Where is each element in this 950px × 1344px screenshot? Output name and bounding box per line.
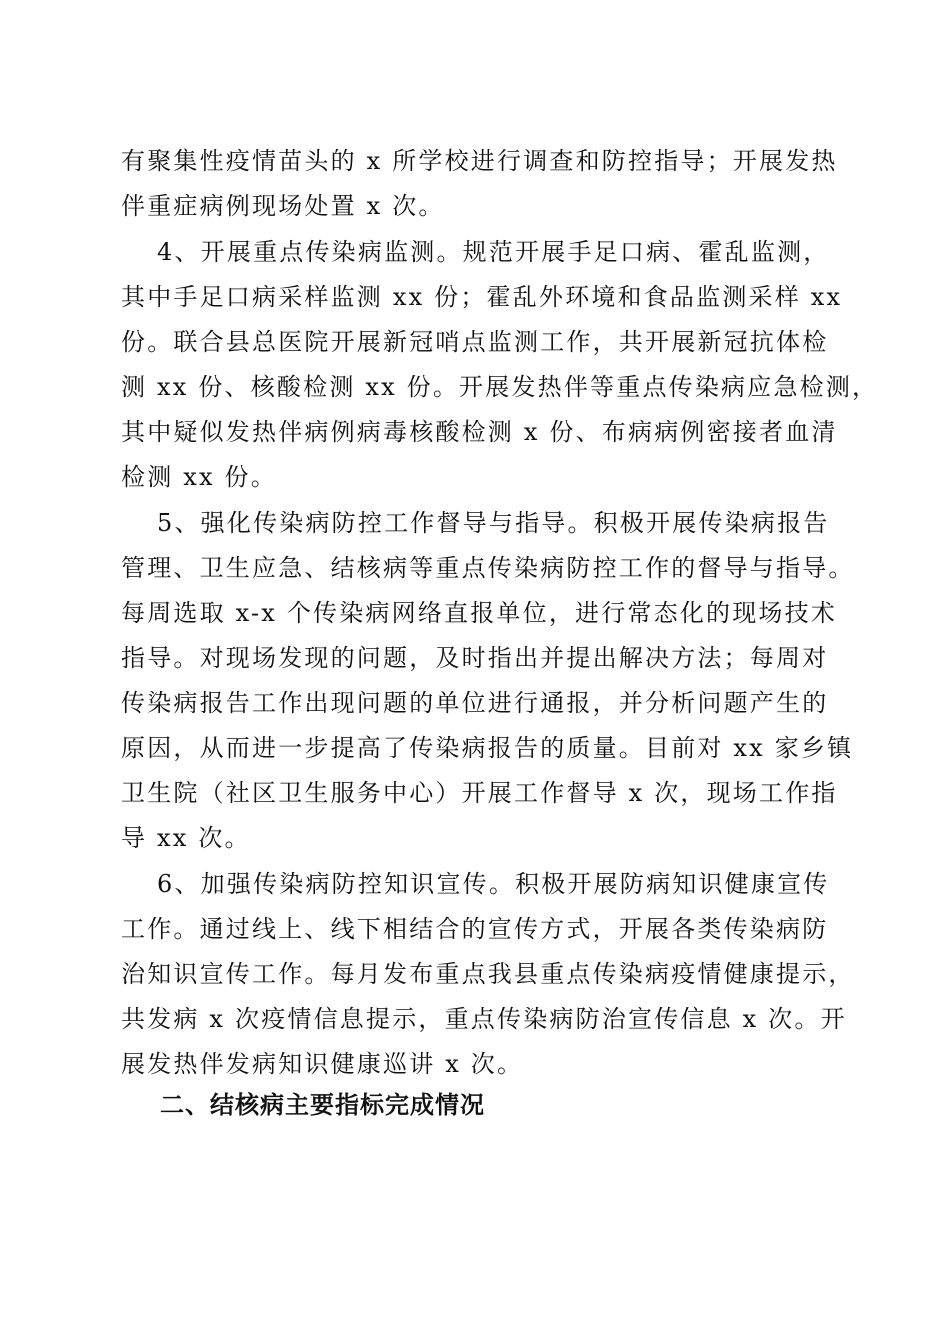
text-line: 指导。对现场发现的问题，及时指出并提出解决方法；每周对 [121,644,829,672]
text-line: 检测 xx 份。 [121,463,277,491]
text-line: 每周选取 x-x 个传染病网络直报单位，进行常态化的现场技术 [121,599,838,627]
text-line: 传染病报告工作出现问题的单位进行通报，并分析问题产生的 [121,689,829,717]
text-line: 伴重症病例现场处置 x 次。 [121,192,445,220]
text-line: 有聚集性疫情苗头的 x 所学校进行调查和防控指导；开展发热 [121,147,838,175]
text-line: 治知识宣传工作。每月发布重点我县重点传染病疫情健康提示， [121,960,855,988]
text-line: 工作。通过线上、线下相结合的宣传方式，开展各类传染病防 [121,915,829,943]
text-line: 份。联合县总医院开展新冠哨点监测工作，共开展新冠抗体检 [121,328,829,356]
text-line: 管理、卫生应急、结核病等重点传染病防控工作的督导与指导。 [121,554,855,582]
text-line: 导 xx 次。 [121,824,251,852]
text-line: 其中疑似发热伴病例病毒核酸检测 x 份、布病病例密接者血清 [121,418,838,446]
text-line: 展发热伴发病知识健康巡讲 x 次。 [121,1050,524,1078]
text-line: 其中手足口病采样监测 xx 份；霍乱外环境和食品监测采样 xx [121,283,843,311]
text-line: 测 xx 份、核酸检测 xx 份。开展发热伴等重点传染病应急检测， [121,373,879,401]
text-line: 共发病 x 次疫情信息提示，重点传染病防治宣传信息 x 次。开 [121,1005,847,1033]
text-line: 原因，从而进一步提高了传染病报告的质量。目前对 xx 家乡镇 [121,734,854,762]
text-line: 卫生院（社区卫生服务中心）开展工作督导 x 次，现场工作指 [121,779,838,807]
paragraph-4-start: 4、开展重点传染病监测。规范开展手足口病、霍乱监测， [157,238,830,266]
section-heading: 二、结核病主要指标完成情况 [160,1091,485,1119]
paragraph-5-start: 5、强化传染病防控工作督导与指导。积极开展传染病报告 [157,509,830,537]
paragraph-6-start: 6、加强传染病防控知识宣传。积极开展防病知识健康宣传 [157,870,830,898]
